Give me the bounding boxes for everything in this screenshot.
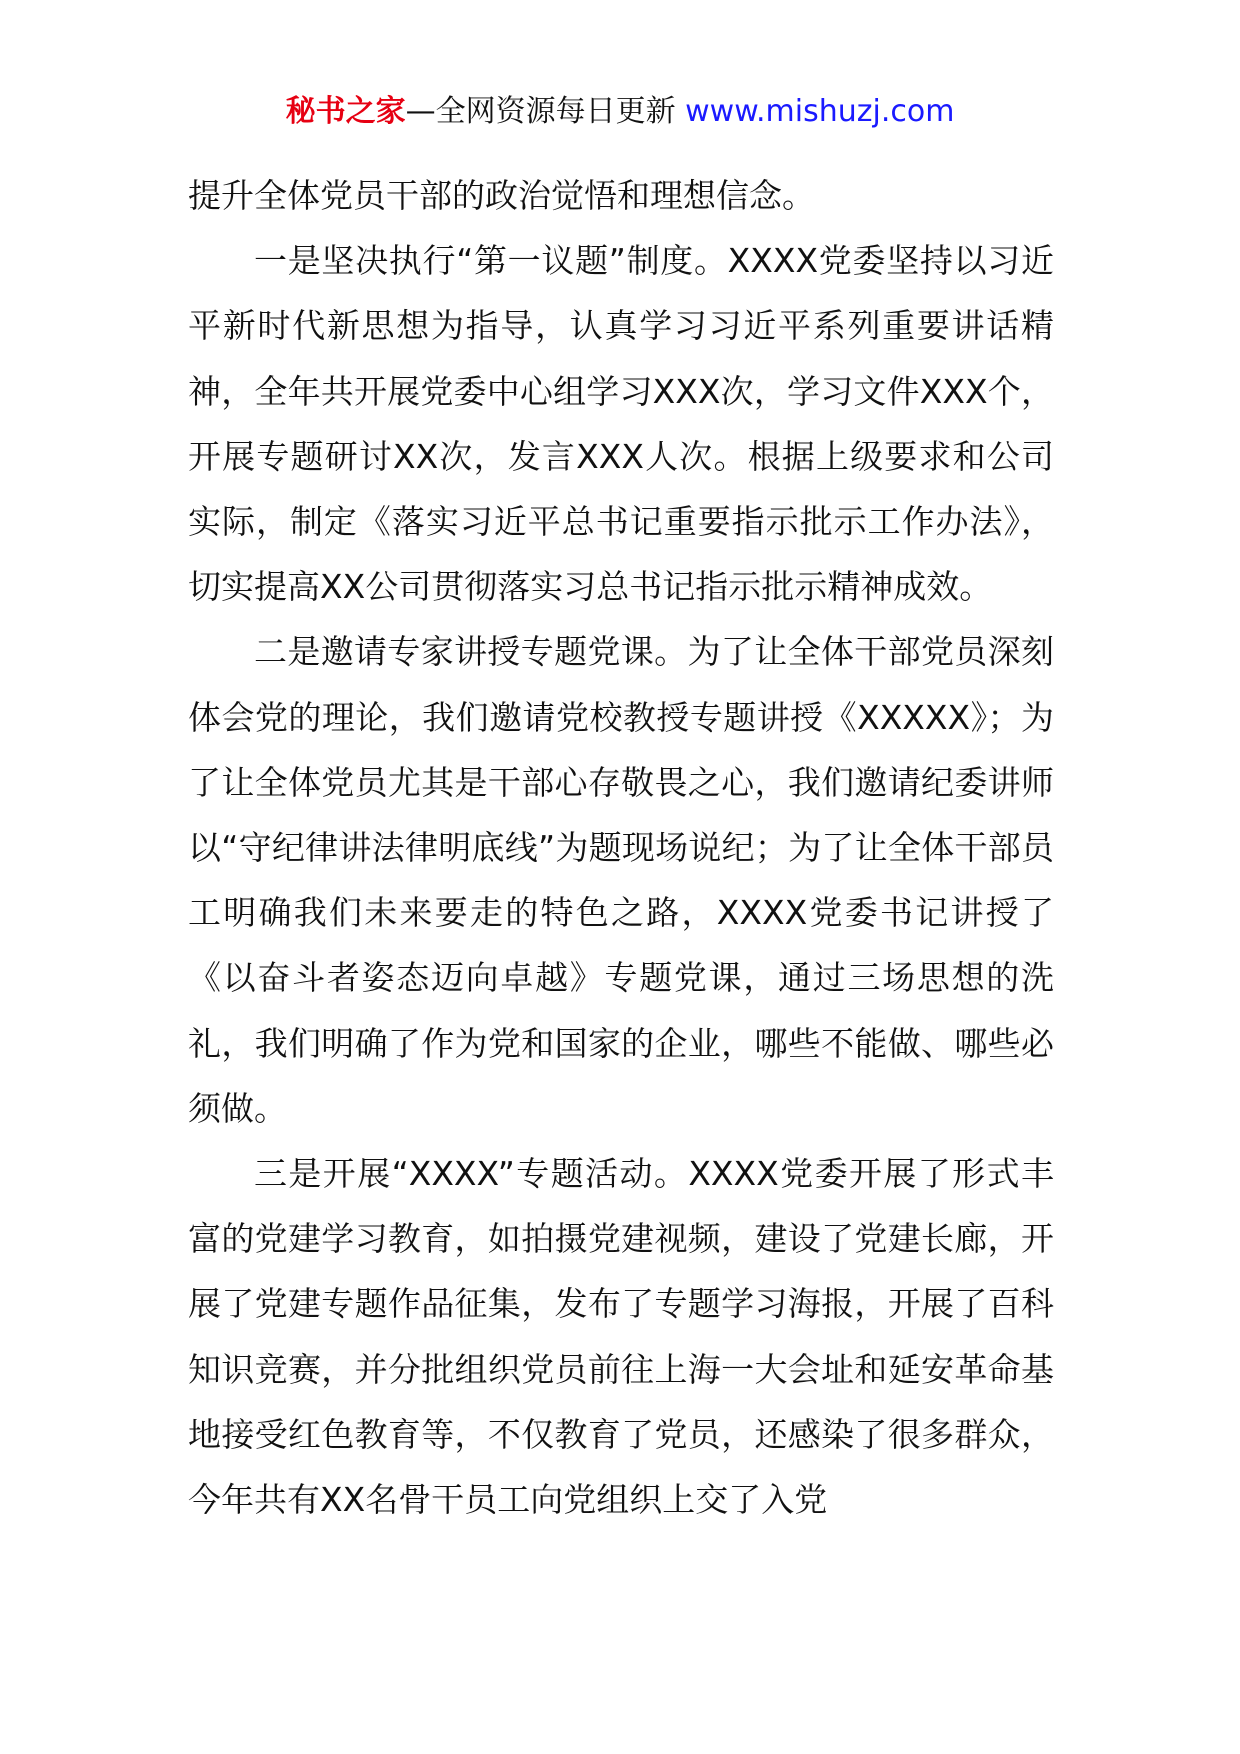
document-body bbox=[188, 163, 1054, 1532]
paragraph-first-topic: 一是坚决执行“第一议题”制度。XXXX党委坚持以习近平新时代新思想为指导，认真学习习近平系列重要讲话精神，全年共开展党委中心组学习XXX次，学习文件XXX个，开展专题研讨XX次，发言XXX人次。根据上级要求和公司实际，制定《落实习近平总书记重要指示批示工作办法》，切实提高XX公司贯彻落实习总书记指示批示精神成效。 bbox=[188, 241, 1054, 607]
site-header bbox=[0, 92, 1240, 132]
site-url-link[interactable]: www.mishuzj.com bbox=[685, 94, 955, 129]
paragraph-continuation: 提升全体党员干部的政治觉悟和理想信念。 bbox=[188, 176, 815, 215]
brand-name: 秘书之家 bbox=[285, 94, 406, 129]
paragraph-special-activities: 三是开展“XXXX”专题活动。XXXX党委开展了形式丰富的党建学习教育，如拍摄党建视频，建设了党建长廊，开展了党建专题作品征集，发布了专题学习海报，开展了百科知识竞赛，并分批组织党员前往上海一大会址和延安革命基地接受红色教育等，不仅教育了党员，还感染了很多群众，今年共有XX名骨干员工向党组织上交了入党 bbox=[188, 1154, 1054, 1520]
header-tagline: —全网资源每日更新 bbox=[405, 94, 676, 129]
paragraph-party-lectures: 二是邀请专家讲授专题党课。为了让全体干部党员深刻体会党的理论，我们邀请党校教授专题讲授《XXXXX》；为了让全体党员尤其是干部心存敬畏之心，我们邀请纪委讲师以“守纪律讲法律明底线”为题现场说纪；为了让全体干部员工明确我们未来要走的特色之路，XXXX党委书记讲授了《以奋斗者姿态迈向卓越》专题党课，通过三场思想的洗礼，我们明确了作为党和国家的企业，哪些不能做、哪些必须做。 bbox=[188, 632, 1054, 1128]
